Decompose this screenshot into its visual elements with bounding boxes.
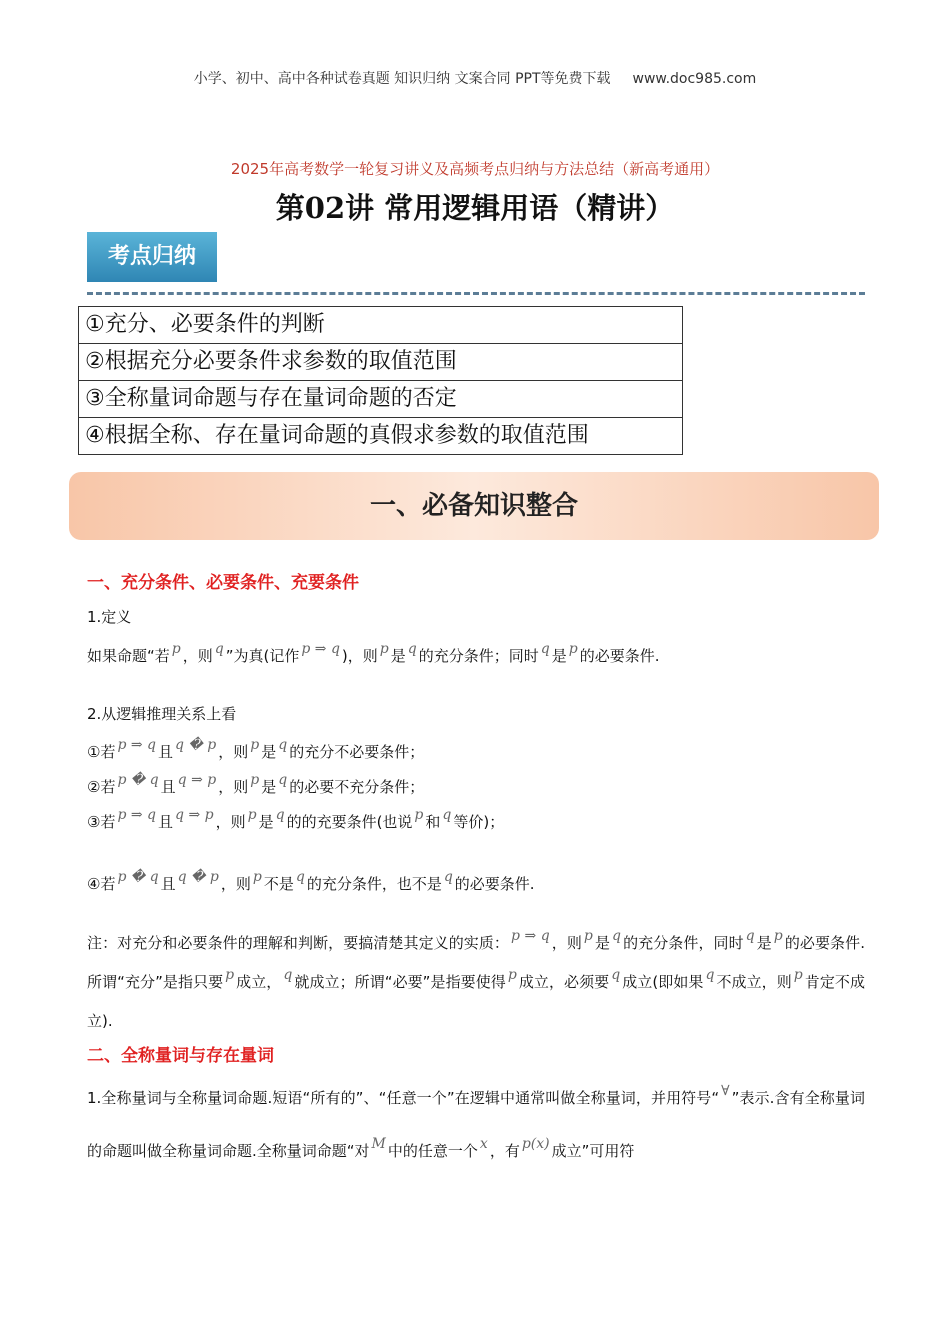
text-run: 的必要不充分条件；	[289, 778, 425, 796]
math-expression: q ⇒ p	[175, 807, 214, 823]
header-note-text: 小学、初中、高中各种试卷真题 知识归纳 文案合同 PPT等免费下载	[193, 71, 611, 87]
math-expression: p ⇒ q	[511, 928, 550, 944]
math-symbol: p	[252, 869, 262, 885]
text-run: ”为真(记作	[225, 647, 300, 665]
math-symbol: q	[214, 641, 224, 657]
math-symbol: p	[583, 928, 593, 944]
text-run: 的充分条件，也不是	[306, 875, 442, 893]
math-expression: p ⇒ q	[117, 807, 157, 823]
math-symbol: p	[379, 641, 389, 657]
text-run: 是	[258, 813, 274, 831]
math-expression: p ⇒ q	[301, 641, 340, 657]
text-run: )，则	[341, 647, 378, 665]
math-expression: q ⇒ p	[177, 772, 217, 788]
text-run: ，有	[489, 1142, 520, 1160]
text-run: 的必要条件.所谓“充分”是指只要	[87, 934, 865, 991]
series-title: 2025年高考数学一轮复习讲义及高频考点归纳与方法总结（新高考通用）	[230, 160, 720, 178]
definition-line	[87, 641, 660, 666]
math-expression: p � q	[117, 772, 159, 788]
text-run: 的必要条件.	[454, 875, 535, 893]
text-run: 是	[390, 647, 406, 665]
math-symbol: M	[371, 1136, 386, 1152]
math-symbol: q	[612, 928, 622, 944]
text-run: ①若	[87, 743, 116, 761]
topic-item: ②根据充分必要条件求参数的取值范围	[79, 343, 682, 380]
section1-heading: 一、充分条件、必要条件、充要条件	[87, 573, 359, 593]
math-expression: q � p	[177, 869, 219, 885]
math-symbol: q	[295, 869, 305, 885]
text-run: 是	[551, 647, 567, 665]
text-run: ”表示.含有全称量词的命题叫做全称量词命题.全称量词命题“对	[87, 1089, 865, 1160]
text-run: ，则	[220, 875, 251, 893]
math-symbol: p	[250, 737, 260, 753]
math-symbol: p	[250, 772, 260, 788]
text-run: ③若	[87, 813, 116, 831]
topic-item: ④根据全称、存在量词命题的真假求参数的取值范围	[79, 417, 682, 454]
dashed-divider	[87, 292, 865, 295]
text-run: 的必要条件.	[579, 647, 660, 665]
text-run: ，则	[215, 813, 246, 831]
note-paragraph	[87, 924, 865, 1040]
math-symbol: q	[540, 641, 550, 657]
math-symbol: q	[705, 967, 715, 983]
text-run: 成立，必须要	[518, 973, 610, 991]
text-run: 注：对充分和必要条件的理解和判断，要搞清楚其定义的实质：	[87, 934, 509, 952]
math-symbol: p	[773, 928, 783, 944]
topic-badge: 考点归纳	[87, 232, 217, 282]
condition-line-2	[87, 772, 425, 797]
math-symbol: p	[414, 807, 424, 823]
header-site[interactable]: www.doc985.com	[632, 71, 757, 87]
math-symbol: q	[283, 967, 293, 983]
math-symbol: x	[479, 1136, 488, 1152]
math-symbol: p	[247, 807, 257, 823]
text-run: ，则	[182, 647, 213, 665]
math-expression: p � q	[117, 869, 159, 885]
math-symbol: q	[275, 807, 285, 823]
text-run: 的充分条件，同时	[623, 934, 744, 952]
condition-line-1	[87, 737, 425, 762]
math-expression: p ⇒ q	[117, 737, 157, 753]
math-symbol: p	[568, 641, 578, 657]
math-expression: q � p	[175, 737, 217, 753]
text-run: ②若	[87, 778, 116, 796]
page-title: 第02讲 常用逻辑用语（精讲）	[275, 191, 675, 225]
topic-item: ①充分、必要条件的判断	[85, 312, 325, 337]
text-run: 等价)；	[453, 813, 505, 831]
math-expression: p(x)	[521, 1136, 550, 1152]
text-run: 1.全称量词与全称量词命题.短语“所有的”、“任意一个”在逻辑中通常叫做全称量词，并用符号“	[87, 1089, 720, 1107]
text-run: 成立”可用符	[551, 1142, 635, 1160]
math-symbol: q	[278, 737, 288, 753]
math-symbol: p	[793, 967, 803, 983]
text-run: 且	[158, 743, 174, 761]
text-run: 成立，	[236, 973, 282, 991]
text-run: 不是	[263, 875, 294, 893]
section-banner: 一、必备知识整合	[69, 472, 879, 540]
header-note	[0, 68, 950, 88]
text-run: 的的充要条件(也说	[286, 813, 413, 831]
math-symbol: q	[442, 807, 452, 823]
text-run: 就成立；所谓“必要”是指要使得	[294, 973, 506, 991]
definition-label: 1.定义	[87, 608, 132, 626]
math-symbol: q	[443, 869, 453, 885]
text-run: 是	[594, 934, 611, 952]
condition-line-3	[87, 807, 505, 832]
topic-list	[78, 306, 683, 455]
text-run: 成立(即如果	[622, 973, 704, 991]
text-run: 是	[756, 934, 772, 952]
text-run: 中的任意一个	[387, 1142, 478, 1160]
text-run: 且	[160, 875, 176, 893]
text-run: 如果命题“若	[87, 647, 170, 665]
text-run: ，则	[218, 743, 249, 761]
math-symbol: q	[278, 772, 288, 788]
quantifier-paragraph	[87, 1072, 865, 1178]
text-run: 肯定不成立).	[87, 973, 865, 1030]
condition-line-4	[87, 869, 535, 894]
text-run: ④若	[87, 875, 116, 893]
topic-item: ③全称量词命题与存在量词命题的否定	[79, 380, 682, 417]
text-run: 的充分条件；同时	[418, 647, 539, 665]
forall-symbol: ∀	[721, 1083, 730, 1099]
text-run: 和	[425, 813, 441, 831]
text-run: 不成立，则	[716, 973, 792, 991]
math-symbol: q	[611, 967, 621, 983]
math-symbol: p	[507, 967, 517, 983]
text-run: ，则	[551, 934, 582, 952]
text-run: 且	[160, 778, 176, 796]
math-symbol: p	[171, 641, 181, 657]
logic-label: 2.从逻辑推理关系上看	[87, 705, 237, 723]
math-symbol: p	[225, 967, 235, 983]
text-run: ，则	[218, 778, 249, 796]
text-run: 且	[158, 813, 174, 831]
section2-heading: 二、全称量词与存在量词	[87, 1046, 274, 1066]
math-symbol: q	[407, 641, 417, 657]
math-symbol: q	[745, 928, 755, 944]
text-run: 的充分不必要条件；	[289, 743, 425, 761]
text-run: 是	[261, 778, 277, 796]
text-run: 是	[261, 743, 277, 761]
